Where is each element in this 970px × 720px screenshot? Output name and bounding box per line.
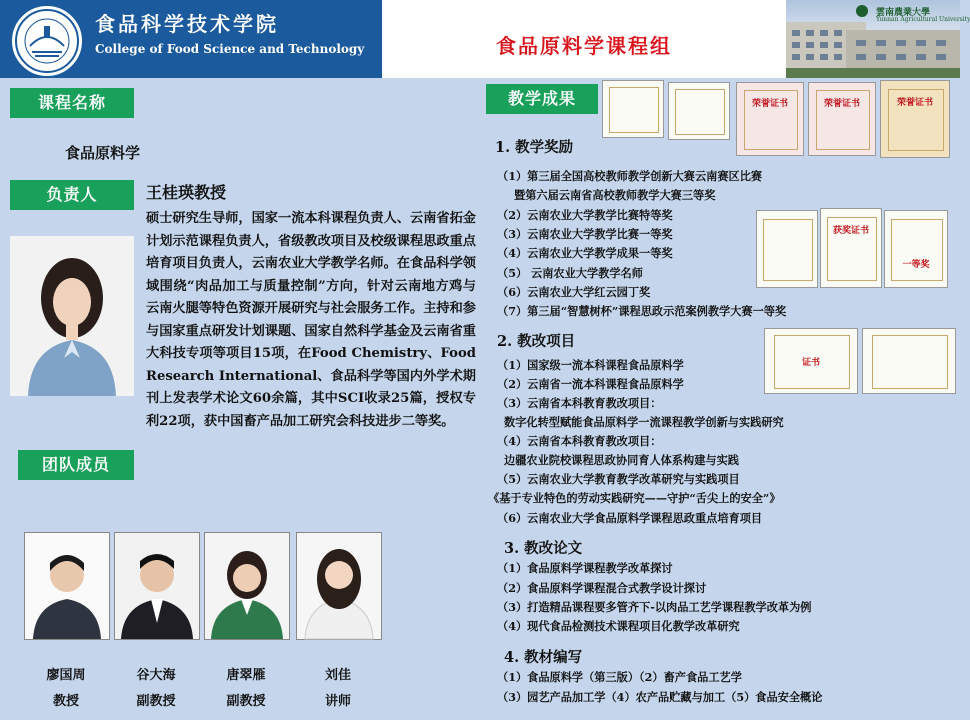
- university-name-cn: 雲南農業大學: [876, 8, 931, 18]
- project-item: （1）国家级一流本科课程食品原料学: [497, 358, 684, 372]
- project-item: （3）云南省本科教育教改项目：: [497, 396, 662, 410]
- college-banner: [0, 0, 382, 78]
- section-title: 1. 教学奖励: [495, 139, 574, 156]
- award-item: （6）云南农业大学红云园丁奖: [497, 285, 651, 299]
- certificate-text: 证书: [801, 357, 820, 368]
- award-item: 暨第六届云南省高校教师教学大赛三等奖: [514, 188, 716, 202]
- certificate-text: 一等奖: [902, 259, 930, 270]
- university-name-en: Yunnan Agricultural University: [876, 16, 970, 23]
- project-item: 《基于专业特色的劳动实践研究——守护“舌尖上的安全”》: [488, 491, 781, 505]
- certificate-image: [884, 210, 948, 288]
- paper-item: （1）食品原料学课程教学改革探讨: [497, 561, 673, 575]
- college-name-cn: 食品科学技术学院: [95, 12, 279, 36]
- section-title: 2. 教改项目: [497, 333, 576, 350]
- header-banner: [0, 0, 970, 78]
- paper-item: （4）现代食品检测技术课程项目化教学改革研究: [497, 619, 740, 633]
- certificate-image: [736, 82, 804, 156]
- project-item: （5）云南农业大学教育教学改革研究与实践项目: [497, 472, 740, 486]
- college-logo-icon: [10, 4, 84, 78]
- section-title: 4. 教材编写: [504, 649, 583, 666]
- member-title: 讲师: [324, 694, 351, 709]
- leader-name: 王桂瑛教授: [146, 183, 227, 202]
- team-label: 团队成员: [18, 450, 134, 480]
- certificate-text: 荣誉证书: [896, 97, 933, 108]
- college-name-en: College of Food Science and Technology: [95, 42, 365, 56]
- certificate-image: [820, 208, 882, 288]
- member-title: 教授: [52, 694, 79, 709]
- member-title: 副教授: [226, 694, 266, 709]
- textbook-item: （3）园艺产品加工学（4）农产品贮藏与加工（5）食品安全概论: [497, 690, 823, 704]
- section-title: 3. 教改论文: [504, 540, 583, 557]
- paper-item: （2）食品原料学课程混合式教学设计探讨: [497, 581, 707, 595]
- certificate-image: [602, 80, 664, 138]
- certificate-image: [808, 82, 876, 156]
- member-name: 谷大海: [136, 668, 176, 683]
- award-item: （5） 云南农业大学教学名师: [497, 266, 643, 280]
- member-name: 唐翠雁: [226, 668, 266, 683]
- textbook-item: （1）食品原料学（第三版）（2）畜产食品工艺学: [497, 670, 742, 684]
- course-name-label: 课程名称: [10, 88, 134, 118]
- leader-photo: [10, 236, 134, 396]
- certificate-image: [880, 80, 950, 158]
- project-item: 数字化转型赋能食品原料学一流课程教学创新与实践研究: [504, 415, 784, 429]
- award-item: （7）第三届“智慧树杯”课程思政示范案例教学大赛一等奖: [497, 304, 787, 318]
- award-item: （2）云南农业大学教学比赛特等奖: [497, 208, 673, 222]
- certificate-text: 获奖证书: [832, 226, 869, 237]
- award-item: （4）云南农业大学教学成果一等奖: [497, 246, 673, 260]
- certificate-image: [756, 210, 818, 288]
- member-photo: [24, 532, 110, 640]
- leader-bio: 硕士研究生导师，国家一流本科课程负责人、云南省拓金计划示范课程负责人，省级教改项目及校级课程思政重点培育项目负责人，云南农业大学教学名师。在食品科学领域围绕“肉品加工与质量控制”方向，针对云南地方鸡与云南火腿等特色资源开展研究与社会服务工作。主持和参与国家重点研发计划课题、国家自然科学基金及云南省重大科技专项等项目15项，在Food Chemistry、Food Research International、食品科学等国内外学术期刊上发表学术论文60余篇，其中SCI收录25篇，授权专利22项，获中国畜产品加工研究会科技进步二等奖。: [146, 211, 476, 429]
- page-title: 食品原料学课程组: [496, 34, 672, 58]
- member-name: 刘佳: [324, 668, 351, 683]
- member-photo: [114, 532, 200, 640]
- project-item: （2）云南省一流本科课程食品原料学: [497, 377, 684, 391]
- certificate-image: [764, 328, 858, 394]
- course-name: 食品原料学: [65, 144, 141, 162]
- certificate-image: [862, 328, 956, 394]
- achievements-label: 教学成果: [486, 84, 598, 114]
- certificate-text: 荣誉证书: [751, 98, 788, 109]
- paper-item: （3）打造精品课程要多管齐下-以肉品工艺学课程教学改革为例: [497, 600, 812, 614]
- member-photo: [204, 532, 290, 640]
- member-photo: [296, 532, 382, 640]
- member-title: 副教授: [136, 694, 176, 709]
- certificate-text: 荣誉证书: [823, 98, 860, 109]
- leader-label: 负责人: [10, 180, 134, 210]
- project-item: 边疆农业院校课程思政协同育人体系构建与实践: [504, 453, 739, 467]
- campus-building-image: [786, 0, 970, 78]
- member-name: 廖国周: [46, 668, 86, 683]
- certificate-image: [668, 82, 730, 140]
- award-item: （3）云南农业大学教学比赛一等奖: [497, 227, 673, 241]
- project-item: （4）云南省本科教育教改项目：: [497, 434, 662, 448]
- award-item: （1）第三届全国高校教师教学创新大赛云南赛区比赛: [497, 169, 763, 183]
- project-item: （6）云南农业大学食品原料学课程思政重点培育项目: [497, 511, 763, 525]
